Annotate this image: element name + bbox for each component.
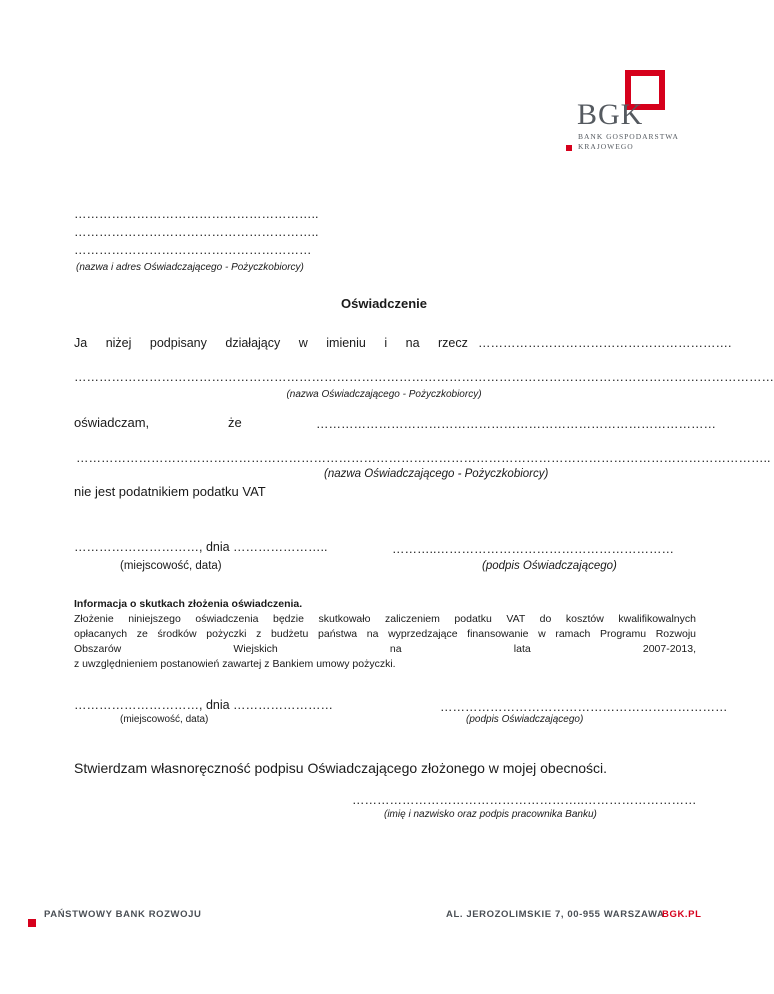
place-date-line-1: …………………………, dnia ………………….. bbox=[74, 540, 328, 554]
verification-caption: (imię i nazwisko oraz podpis pracownika Banku) bbox=[384, 809, 597, 820]
statement-word: na bbox=[405, 336, 420, 350]
signature-line-2: …………………………………………………………… bbox=[440, 700, 728, 714]
statement-caption-2: (nazwa Oświadczającego - Pożyczkobiorcy) bbox=[324, 468, 549, 480]
statement-word: rzecz bbox=[438, 336, 468, 350]
place-date-caption-1: (miejscowość, data) bbox=[120, 560, 222, 572]
logo-subtitle-line2: KRAJOWEGO bbox=[578, 142, 634, 151]
info-heading: Informacja o skutkach złożenia oświadczenia. bbox=[74, 598, 303, 610]
verification-sign-line: ………………………………………………..……………………… bbox=[352, 793, 697, 807]
info-line-1: Złożenie niniejszego oświadczenia będzie skutkowało zaliczeniem podatku VAT do kosztów kwalifikowalnych bbox=[74, 613, 696, 625]
signature-caption-2: (podpis Oświadczającego) bbox=[466, 714, 584, 725]
footer-website-link[interactable]: BGK.PL bbox=[662, 909, 702, 920]
verification-text: Stwierdzam własnoręczność podpisu Oświadczającego złożonego w mojej obecności. bbox=[74, 760, 608, 776]
statement-word: i bbox=[384, 336, 388, 350]
address-line-3: ………………………………………………… bbox=[74, 243, 312, 257]
address-caption: (nazwa i adres Oświadczającego - Pożyczkobiorcy) bbox=[76, 262, 304, 273]
logo-subtitle-line1: BANK GOSPODARSTWA bbox=[578, 132, 679, 141]
statement-word: niżej bbox=[105, 336, 132, 350]
statement-word: Ja bbox=[74, 336, 88, 350]
statement-word: działający bbox=[225, 336, 281, 350]
footer-tagline: PAŃSTWOWY BANK ROZWOJU bbox=[44, 909, 202, 920]
info-section bbox=[74, 597, 696, 672]
statement-word: imieniu bbox=[326, 336, 366, 350]
logo-subtitle bbox=[578, 132, 679, 152]
signature-line-1: ………..………………………………………………… bbox=[392, 542, 674, 556]
footer-address: AL. JEROZOLIMSKIE 7, 00-955 WARSZAWA bbox=[446, 909, 665, 920]
address-line-1: ………………………………………………….. bbox=[74, 207, 319, 221]
statement-word: podpisany bbox=[149, 336, 207, 350]
statement-full-line-2: ………………………………………………………………………………………………………………………………………………….. bbox=[76, 451, 771, 465]
declare-word: oświadczam, bbox=[74, 415, 150, 430]
declare-dots: …………………………………………………………………………………… bbox=[316, 417, 716, 431]
page-title: Oświadczenie bbox=[341, 296, 427, 311]
statement-words bbox=[74, 336, 468, 350]
address-line-2: ………………………………………………….. bbox=[74, 225, 319, 239]
info-line-2: opłacanych ze środków pożyczki z budżetu państwa na wyprzedzające finansowanie w ramach Programu Rozwoju bbox=[74, 628, 696, 640]
signature-caption-1: (podpis Oświadczającego) bbox=[482, 560, 617, 572]
info-line-3-text: Obszarów Wiejskich na lata 2007-2013, bbox=[74, 643, 696, 655]
place-date-caption-2: (miejscowość, data) bbox=[120, 714, 209, 725]
info-line-4: z uwzględnieniem postanowień zawartej z Bankiem umowy pożyczki. bbox=[74, 658, 396, 670]
statement-dots: ……………………………………………………. bbox=[478, 336, 732, 350]
logo-brand: BGK bbox=[577, 98, 644, 131]
statement-caption-1: (nazwa Oświadczającego - Pożyczkobiorcy) bbox=[286, 389, 482, 400]
place-date-line-2: …………………………, dnia …………………… bbox=[74, 698, 334, 712]
statement-word: w bbox=[298, 336, 308, 350]
logo-dot-icon bbox=[566, 145, 572, 151]
that-word: że bbox=[228, 415, 242, 430]
statement-full-line: …………………………………………………………………………………………………………………………………………………… bbox=[74, 370, 774, 384]
info-line-3 bbox=[74, 642, 696, 657]
not-vat-text: nie jest podatnikiem podatku VAT bbox=[74, 484, 266, 499]
footer-dot-icon bbox=[28, 919, 36, 927]
